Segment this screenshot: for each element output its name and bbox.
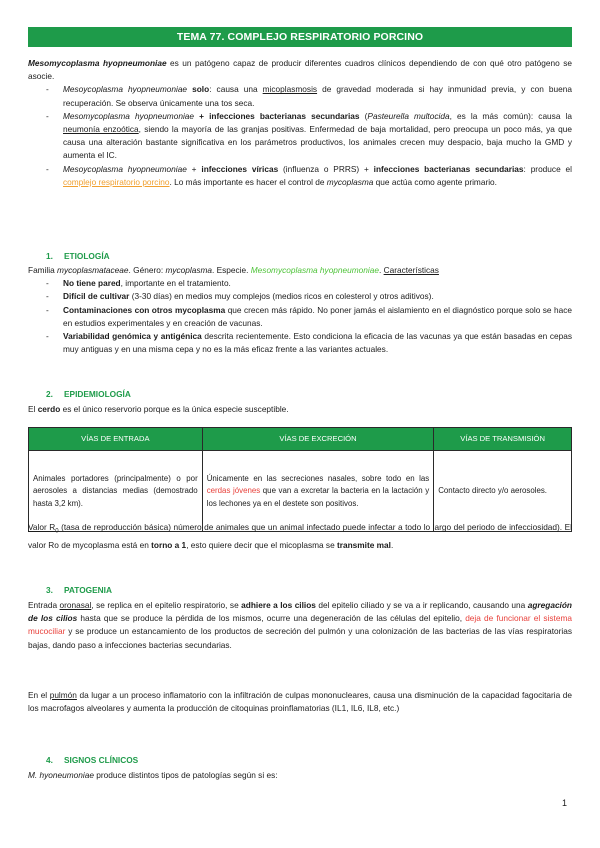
- section-heading-etiologia: 1. ETIOLOGÍA: [46, 251, 110, 261]
- list-item: - Difícil de cultivar (3-30 días) en medios muy complejos (medios ricos en colesterol y otros aditivos).: [28, 290, 572, 303]
- intro-list: [28, 83, 572, 189]
- r0-paragraph: Valor $R_0$ (tasa de reproducción básica) número de animales que un animal infectado puede infectar a todo lo largo del periodo de infecciosidad). El valor Ro de mycoplasma está en torno a 1, esto quiere decir que el micoplasma se transmite mal.: [28, 522, 572, 550]
- transmission-table: [28, 427, 572, 532]
- table-row: [29, 451, 572, 532]
- table-header-row: [29, 428, 572, 451]
- patogenia-paragraph-2: En el pulmón da lugar a un proceso inflamatorio con la infiltración de culpas mononucleares, causa una disminución de la capacidad fagocitaria de los macrofagos alveolares y aumenta la producción de citoquinas proinflamatorias (IL1, IL6, IL8, etc.): [28, 690, 572, 714]
- table-cell-transmision: Contacto directo y/o aerosoles.: [434, 451, 572, 532]
- table-header: VÍAS DE TRANSMISIÓN: [434, 428, 572, 451]
- section-heading-epidemiologia: 2. EPIDEMIOLOGÍA: [46, 389, 131, 399]
- crp-link[interactable]: complejo respiratorio porcino: [63, 176, 170, 187]
- signos-line: M. hyoneumoniae produce distintos tipos de patologías según si es:: [28, 770, 278, 780]
- intro-section: [28, 57, 572, 189]
- list-item: - No tiene pared, importante en el tratamiento.: [28, 277, 572, 290]
- table-header: VÍAS DE ENTRADA: [29, 428, 203, 451]
- page-number: 1: [562, 798, 568, 808]
- list-item: - Mesomycoplasma hyopneumoniae + infecciones bacterianas secundarias (Pasteurella multocida, es la más común): causa la neumonía enzoótica, siendo la mayoría de las granjas positivas. Enfermedad de baja mortalidad, pero preocupa un poco más, ya que causa una alteración bastante significativa en los parámetros productivos, los animales crecen muy despacio, baja mucho la GMD y aumenta el IC.: [28, 110, 572, 163]
- section-heading-signos: 4. SIGNOS CLÍNICOS: [46, 755, 139, 765]
- page-title: TEMA 77. COMPLEJO RESPIRATORIO PORCINO: [28, 27, 572, 47]
- list-item: - Mesoycoplasma hyopneumoniae solo: causa una micoplasmosis de gravedad moderada si hay inmunidad previa, y con buena recuperación. Se observa únicamente una tos seca.: [28, 83, 572, 109]
- list-item: - Mesoycoplasma hyopneumoniae + infecciones víricas (influenza o PRRS) + infecciones bacterianas secundarias: produce el complejo respiratorio porcino. Lo más importante es hacer el control de mycoplasma que actúa como agente primario.: [28, 163, 572, 189]
- table-header: VÍAS DE EXCRECIÓN: [202, 428, 434, 451]
- taxonomy-line: Familia mycoplasmataceae. Género: mycoplasma. Especie. Mesomycoplasma hyopneumoniae. Características: [28, 265, 439, 275]
- reservoir-line: El cerdo es el único reservorio porque es la única especie susceptible.: [28, 404, 289, 414]
- list-item: - Variabilidad genómica y antigénica descrita recientemente. Esto condiciona la eficacia de las vacunas ya que están basadas en cepas muy antiguas y en una misma cepa y no es la más eficaz frente a las variantes actuales.: [28, 330, 572, 356]
- etiologia-section: [28, 264, 572, 356]
- section-heading-patogenia: 3. PATOGENIA: [46, 585, 112, 595]
- intro-paragraph: Mesomycoplasma hyopneumoniae es un patógeno capaz de producir diferentes cuadros clínicos dependiendo de con qué otro patógeno se asocie.: [28, 58, 572, 82]
- patogenia-paragraph-1: Entrada oronasal, se replica en el epitelio respiratorio, se adhiere a los cilios del epitelio ciliado y se va a ir replicando, causando una agregación de los cilios hasta que se produce la pérdida de los mismos, ocurre una degeneración de las células del epitelio, deja de funcionar el sistema mucociliar y se produce un estancamiento de los productos de secreción del pulmón y una colonización de las bacterias de las vías respiratorias bajas, dando paso a infecciones bacterias secundarias.: [28, 600, 572, 650]
- table-cell-entrada: Animales portadores (principalmente) o por aerosoles a distancias medias (demostrado hasta 3,2 km).: [29, 451, 203, 532]
- characteristics-list: [28, 277, 572, 356]
- list-item: - Contaminaciones con otros mycoplasma que crecen más rápido. No poner jamás el aislamiento en el diagnóstico porque solo se hace en estudios experimentales y en creación de vacunas.: [28, 304, 572, 330]
- table-cell-excrecion: Únicamente en las secreciones nasales, sobre todo en las cerdas jóvenes que van a excretar la bacteria en la lactación y los lechones ya en el destete son positivos.: [202, 451, 434, 532]
